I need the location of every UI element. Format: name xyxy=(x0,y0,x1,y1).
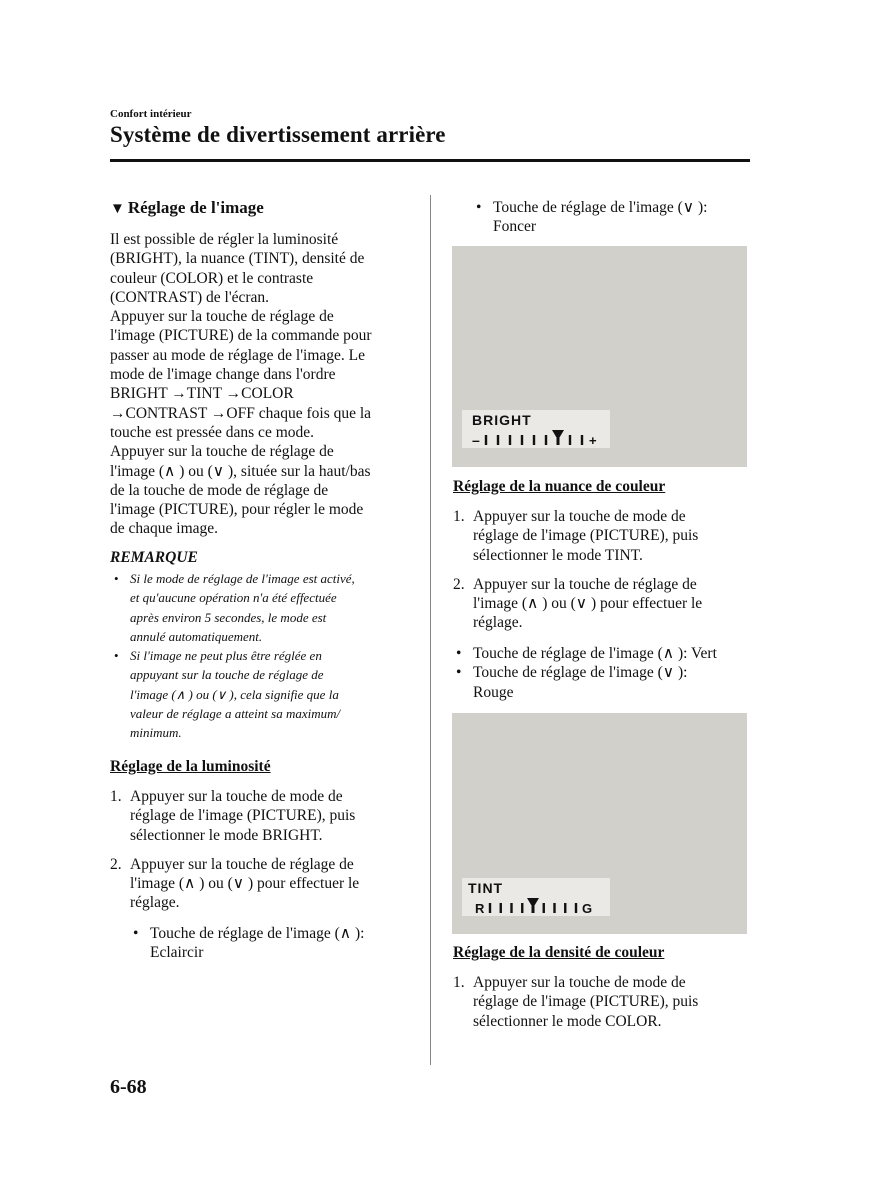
level-tick xyxy=(510,903,512,913)
bullet-line: Touche de réglage de l'image (∧ ): xyxy=(150,925,365,942)
step-line: l'image (∧ ) ou (∨ ) pour effectuer le xyxy=(473,595,703,613)
step-number: 2. xyxy=(110,855,122,873)
level-tick xyxy=(545,435,547,445)
intro-line: mode de l'image change dans l'ordre xyxy=(110,366,336,384)
step-line: réglage. xyxy=(473,614,523,632)
tint-screen-illustration xyxy=(452,713,747,934)
bullet-line: Touche de réglage de l'image (∨ ): xyxy=(493,199,708,216)
intro-line: l'image (PICTURE), pour régler le mode xyxy=(110,501,364,519)
level-tick xyxy=(553,903,555,913)
bullet-line: Foncer xyxy=(493,218,537,236)
tint-osd xyxy=(462,878,610,916)
step-line: Appuyer sur la touche de réglage de xyxy=(473,575,697,593)
section-title-text: Réglage de l'image xyxy=(127,198,264,217)
osd-label: TINT xyxy=(468,880,504,896)
step-line: Appuyer sur la touche de mode de xyxy=(473,974,686,991)
step-line: sélectionner le mode BRIGHT. xyxy=(130,826,323,844)
level-ticks xyxy=(485,435,583,445)
step-line: sélectionner le mode COLOR. xyxy=(473,1012,662,1030)
note-line: annulé automatiquement. xyxy=(130,628,263,644)
level-marker-icon xyxy=(552,430,564,445)
remarque-heading: REMARQUE xyxy=(110,549,198,566)
densite-heading: Réglage de la densité de couleur xyxy=(453,944,665,961)
step-line: Appuyer sur la touche de mode de xyxy=(473,508,686,525)
bullet-icon: • xyxy=(456,664,462,682)
note-line: minimum. xyxy=(130,725,182,741)
intro-line: Appuyer sur la touche de réglage de xyxy=(110,443,334,461)
note-line: Si le mode de réglage de l'image est activé, xyxy=(130,571,355,586)
step-line: l'image (∧ ) ou (∨ ) pour effectuer le xyxy=(130,875,360,893)
densite-steps xyxy=(453,973,753,1041)
bullet-line: Rouge xyxy=(473,683,514,701)
step-line: réglage de l'image (PICTURE), puis xyxy=(130,807,356,825)
intro-line: touche est pressée dans ce mode. xyxy=(110,423,315,441)
note-line: Si l'image ne peut plus être réglée en xyxy=(130,648,322,664)
step-item xyxy=(110,855,415,913)
bullet-item xyxy=(453,644,753,663)
page-number: 6-68 xyxy=(110,1076,147,1098)
step-number: 2. xyxy=(453,575,465,593)
red-label: R xyxy=(475,901,486,914)
nuance-bullets xyxy=(453,644,753,702)
level-tick xyxy=(521,435,523,445)
section-title xyxy=(110,198,264,218)
level-tick xyxy=(521,903,523,913)
note-line: l'image (∧ ) ou (∨ ), cela signifie que la xyxy=(130,686,339,702)
intro-line: (CONTRAST) de l'écran. xyxy=(110,288,270,306)
bullet-item xyxy=(473,198,753,237)
note-line: appuyant sur la touche de réglage de xyxy=(130,667,324,683)
level-tick xyxy=(489,903,491,913)
step-number: 1. xyxy=(453,974,465,991)
intro-line: BRIGHT →TINT →COLOR xyxy=(110,385,294,403)
level-tick xyxy=(485,435,487,445)
bright-screen-illustration xyxy=(452,246,747,467)
bullet-icon: • xyxy=(114,648,119,664)
step-line: réglage de l'image (PICTURE), puis xyxy=(473,993,699,1011)
bullet-item xyxy=(453,663,753,702)
intro-line: Il est possible de régler la luminosité xyxy=(110,231,339,248)
remarque-item xyxy=(110,569,415,646)
luminosite-steps xyxy=(110,787,415,923)
bullet-line: Eclaircir xyxy=(150,944,204,962)
level-tick xyxy=(581,435,583,445)
step-number: 1. xyxy=(453,508,465,525)
intro-line: Appuyer sur la touche de réglage de xyxy=(110,308,334,326)
plus-label: + xyxy=(589,433,598,446)
step-item xyxy=(453,507,753,565)
intro-line: (BRIGHT), la nuance (TINT), densité de xyxy=(110,250,365,268)
level-tick xyxy=(533,435,535,445)
intro-line: l'image (PICTURE) de la commande pour xyxy=(110,327,372,345)
level-tick xyxy=(509,435,511,445)
step-item xyxy=(453,575,753,633)
step-item xyxy=(453,973,753,1031)
level-tick xyxy=(497,435,499,445)
bullet-item xyxy=(130,924,415,963)
level-tick xyxy=(500,903,502,913)
bullet-icon: • xyxy=(114,571,119,586)
level-tick xyxy=(543,903,545,913)
step-line: sélectionner le mode TINT. xyxy=(473,546,643,564)
intro-line: l'image (∧ ) ou (∨ ), située sur la haut/bas xyxy=(110,462,371,480)
triangle-marker-icon: ▼ xyxy=(110,201,125,217)
step-line: réglage de l'image (PICTURE), puis xyxy=(473,527,699,545)
note-line: après environ 5 secondes, le mode est xyxy=(130,609,327,625)
header-rule xyxy=(110,159,750,162)
chapter-label: Confort intérieur xyxy=(110,108,192,120)
column-divider xyxy=(430,195,431,1065)
bullet-icon: • xyxy=(456,645,462,662)
intro-paragraph xyxy=(110,230,415,539)
remarque-item xyxy=(110,646,415,742)
intro-line: de la touche de mode de réglage de xyxy=(110,481,329,499)
remarque-list xyxy=(110,569,415,743)
step-line: Appuyer sur la touche de mode de xyxy=(130,788,343,805)
intro-line: passer au mode de réglage de l'image. Le xyxy=(110,346,365,364)
page-title: Système de divertissement arrière xyxy=(110,122,446,147)
minus-label: – xyxy=(472,432,481,446)
bright-level-bar xyxy=(472,430,602,446)
intro-line: couleur (COLOR) et le contraste xyxy=(110,269,314,287)
bullet-line: Touche de réglage de l'image (∧ ): Vert xyxy=(473,645,717,662)
luminosite-heading: Réglage de la luminosité xyxy=(110,758,271,775)
level-marker-icon xyxy=(527,898,539,913)
nuance-heading: Réglage de la nuance de couleur xyxy=(453,478,666,495)
intro-line: de chaque image. xyxy=(110,520,219,538)
level-tick xyxy=(564,903,566,913)
note-line: et qu'aucune opération n'a été effectuée xyxy=(130,590,337,606)
foncer-bullet xyxy=(473,198,753,237)
intro-line: →CONTRAST →OFF chaque fois que la xyxy=(110,404,372,422)
osd-label: BRIGHT xyxy=(472,412,532,428)
bright-osd xyxy=(462,410,610,448)
step-line: Appuyer sur la touche de réglage de xyxy=(130,855,354,873)
step-line: réglage. xyxy=(130,894,180,912)
bullet-icon: • xyxy=(133,925,139,942)
bullet-line: Touche de réglage de l'image (∨ ): xyxy=(473,664,688,682)
level-tick xyxy=(569,435,571,445)
note-line: valeur de réglage a atteint sa maximum/ xyxy=(130,706,341,722)
step-number: 1. xyxy=(110,788,122,805)
nuance-steps xyxy=(453,507,753,643)
green-label: G xyxy=(582,901,594,914)
bullet-icon: • xyxy=(476,199,482,216)
eclaircir-bullet xyxy=(130,924,415,963)
tint-level-bar xyxy=(472,898,602,914)
level-tick xyxy=(575,903,577,913)
step-item xyxy=(110,787,415,845)
